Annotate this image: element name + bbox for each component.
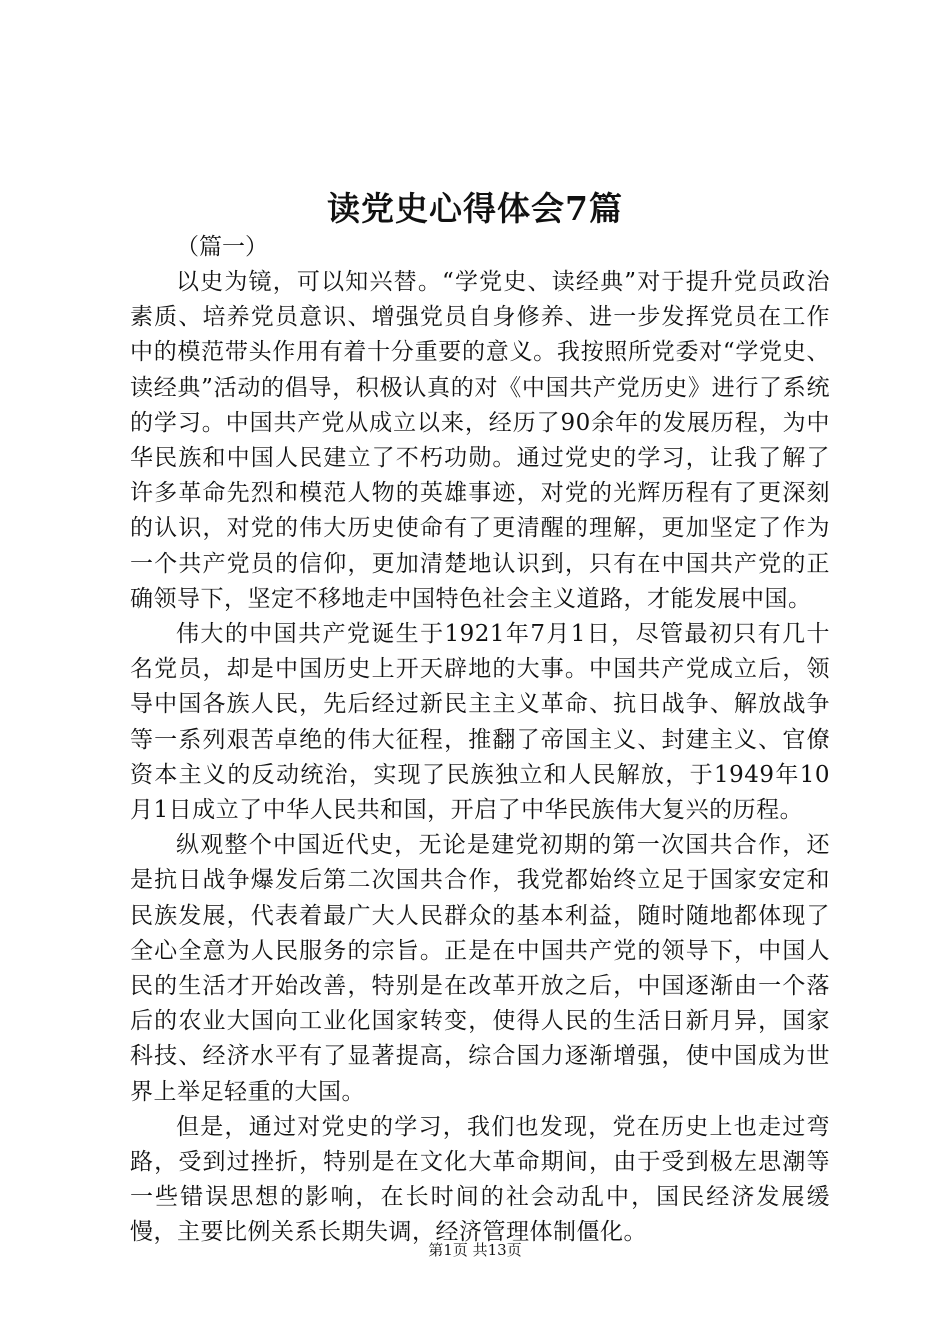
section-label: （篇一） <box>176 234 268 260</box>
document-body <box>130 230 830 1251</box>
paragraph-1: 以史为镜，可以知兴替。“学党史、读经典”对于提升党员政治素质、培养党员意识、增强党员自身修养、进一步发挥党员在工作中的模范带头作用有着十分重要的意义。我按照所党委对“学党史、读经典”活动的倡导，积极认真的对《中国共产党历史》进行了系统的学习。中国共产党从成立以来，经历了90余年的发展历程，为中华民族和中国人民建立了不朽功勋。通过党史的学习，让我了解了许多革命先烈和模范人物的英雄事迹，对党的光辉历程有了更深刻的认识，对党的伟大历史使命有了更清醒的理解，更加坚定了作为一个共产党员的信仰，更加清楚地认识到，只有在中国共产党的正确领导下，坚定不移地走中国特色社会主义道路，才能发展中国。 <box>130 269 830 612</box>
page-footer: 第1页 共13页 <box>428 1241 522 1259</box>
document-title: 读党史心得体会7篇 <box>327 189 623 228</box>
paragraph-4: 但是，通过对党史的学习，我们也发现，党在历史上也走过弯路，受到过挫折，特别是在文化大革命期间，由于受到极左思潮等一些错误思想的影响，在长时间的社会动乱中，国民经济发展缓慢，主要比例关系长期失调，经济管理体制僵化。 <box>130 1113 830 1246</box>
paragraph-2: 伟大的中国共产党诞生于1921年7月1日，尽管最初只有几十名党员，却是中国历史上开天辟地的大事。中国共产党成立后，领导中国各族人民，先后经过新民主主义革命、抗日战争、解放战争等一系列艰苦卓绝的伟大征程，推翻了帝国主义、封建主义、官僚资本主义的反动统治，实现了民族独立和人民解放，于1949年10月1日成立了中华人民共和国，开启了中华民族伟大复兴的历程。 <box>130 621 830 824</box>
paragraph-3: 纵观整个中国近代史，无论是建党初期的第一次国共合作，还是抗日战争爆发后第二次国共合作，我党都始终立足于国家安定和民族发展，代表着最广大人民群众的基本利益，随时随地都体现了全心全意为人民服务的宗旨。正是在中国共产党的领导下，中国人民的生活才开始改善，特别是在改革开放之后，中国逐渐由一个落后的农业大国向工业化国家转变，使得人民的生活日新月异，国家科技、经济水平有了显著提高，综合国力逐渐增强，使中国成为世界上举足轻重的大国。 <box>130 832 830 1105</box>
